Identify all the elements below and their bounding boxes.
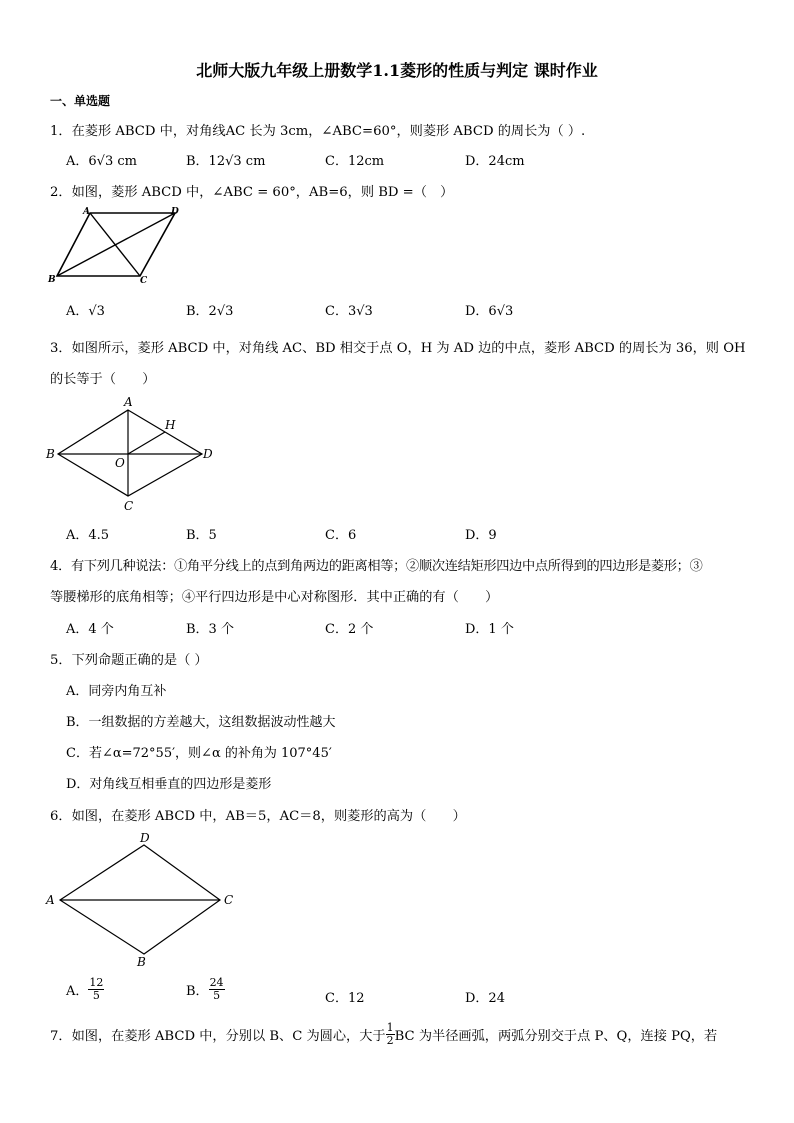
q6-option-a-prefix: A． — [66, 984, 89, 999]
question-6-stem: 6．如图，在菱形 ABCD 中，AB＝5，AC＝8，则菱形的高为（ ） — [50, 809, 466, 824]
q6-option-a — [66, 977, 104, 1002]
q2-label-b: B — [48, 275, 56, 285]
q5-option-d: D．对角线互相垂直的四边形是菱形 — [66, 777, 272, 792]
question-4-stem-line1: 4．有下列几种说法：①角平分线上的点到角两边的距离相等；②顺次连结矩形四边中点所得到的四边形是菱形；③ — [50, 559, 703, 574]
q3-option-b: B．5 — [186, 528, 217, 543]
q5-option-a: A．同旁内角互补 — [66, 684, 167, 699]
q3-option-a: A．4.5 — [66, 528, 110, 543]
q3-label-b: B — [46, 447, 55, 461]
question-1-stem: 1．在菱形 ABCD 中，对角线AC 长为 3cm，∠ABC=60°，则菱形 ABCD 的周长为（ ）. — [50, 124, 586, 139]
q1-option-c: C．12cm — [325, 154, 385, 169]
q2-label-d: D — [171, 207, 179, 217]
q1-option-d: D．24cm — [465, 154, 525, 169]
q4-option-a: A．4 个 — [66, 622, 114, 637]
q6-option-c: C．12 — [325, 991, 365, 1006]
q6-option-b-prefix: B． — [186, 984, 209, 999]
section-heading: 一、单选题 — [50, 94, 111, 108]
question-4-stem-line2: 等腰梯形的底角相等；④平行四边形是中心对称图形．其中正确的有（ ） — [50, 590, 499, 605]
q3-option-c: C．6 — [325, 528, 357, 543]
q1-option-b: B．12√3 cm — [186, 154, 266, 169]
q7-stem-part2: BC 为半径画弧，两弧分别交于点 P、Q，连接 PQ，若 — [394, 1029, 718, 1044]
q3-label-o: O — [115, 456, 125, 470]
q1-option-a: A．6√3 cm — [66, 154, 137, 169]
q4-option-b: B．3 个 — [186, 622, 234, 637]
q3-label-a: A — [124, 395, 133, 409]
q6-label-b: B — [137, 955, 146, 969]
q6-option-b-denominator: 5 — [213, 989, 221, 1002]
q4-option-d: D．1 个 — [465, 622, 514, 637]
q2-rhombus-figure — [45, 203, 185, 285]
q7-half-fraction — [386, 1022, 395, 1047]
q2-label-a: A — [83, 207, 90, 217]
q6-option-b — [186, 977, 225, 1002]
q2-label-c: C — [140, 276, 148, 285]
q6-option-b-numerator: 24 — [209, 976, 224, 989]
q6-label-d: D — [140, 831, 150, 845]
q6-option-a-fraction — [88, 977, 104, 1002]
q6-option-b-fraction — [209, 977, 225, 1002]
q3-label-h: H — [165, 418, 176, 432]
question-5-stem: 5．下列命题正确的是（ ） — [50, 653, 208, 668]
q7-fraction-numerator: 1 — [386, 1021, 394, 1034]
q6-label-a: A — [46, 893, 55, 907]
q3-label-d: D — [203, 447, 213, 461]
q7-stem-part1: 7．如图，在菱形 ABCD 中，分别以 B、C 为圆心，大于 — [50, 1029, 386, 1044]
q3-option-d: D．9 — [465, 528, 497, 543]
question-7-stem — [50, 1022, 717, 1047]
q6-option-d: D．24 — [465, 991, 505, 1006]
question-3-stem-line1: 3．如图所示，菱形 ABCD 中，对角线 AC、BD 相交于点 O，H 为 AD 边的中点，菱形 ABCD 的周长为 36，则 OH — [50, 341, 746, 356]
q3-rhombus-figure — [42, 393, 222, 513]
q6-option-a-numerator: 12 — [89, 976, 104, 989]
q2-option-b: B．2√3 — [186, 304, 234, 319]
q3-label-c: C — [124, 499, 134, 513]
q6-label-c: C — [224, 893, 234, 907]
q2-option-a: A．√3 — [66, 304, 105, 319]
q2-option-c: C．3√3 — [325, 304, 373, 319]
q6-option-a-denominator: 5 — [92, 989, 100, 1002]
q6-rhombus-figure — [42, 828, 242, 970]
question-2-stem: 2．如图，菱形 ABCD 中，∠ABC = 60°，AB=6，则 BD =（ ） — [50, 185, 454, 200]
question-3-stem-line2: 的长等于（ ） — [50, 372, 156, 387]
q4-option-c: C．2 个 — [325, 622, 374, 637]
q5-option-c: C．若∠α=72°55′，则∠α 的补角为 107°45′ — [66, 746, 332, 761]
page-title: 北师大版九年级上册数学1.1菱形的性质与判定 课时作业 — [196, 61, 598, 80]
q7-fraction-denominator: 2 — [386, 1034, 394, 1047]
q2-option-d: D．6√3 — [465, 304, 514, 319]
q5-option-b: B．一组数据的方差越大，这组数据波动性越大 — [66, 715, 336, 730]
